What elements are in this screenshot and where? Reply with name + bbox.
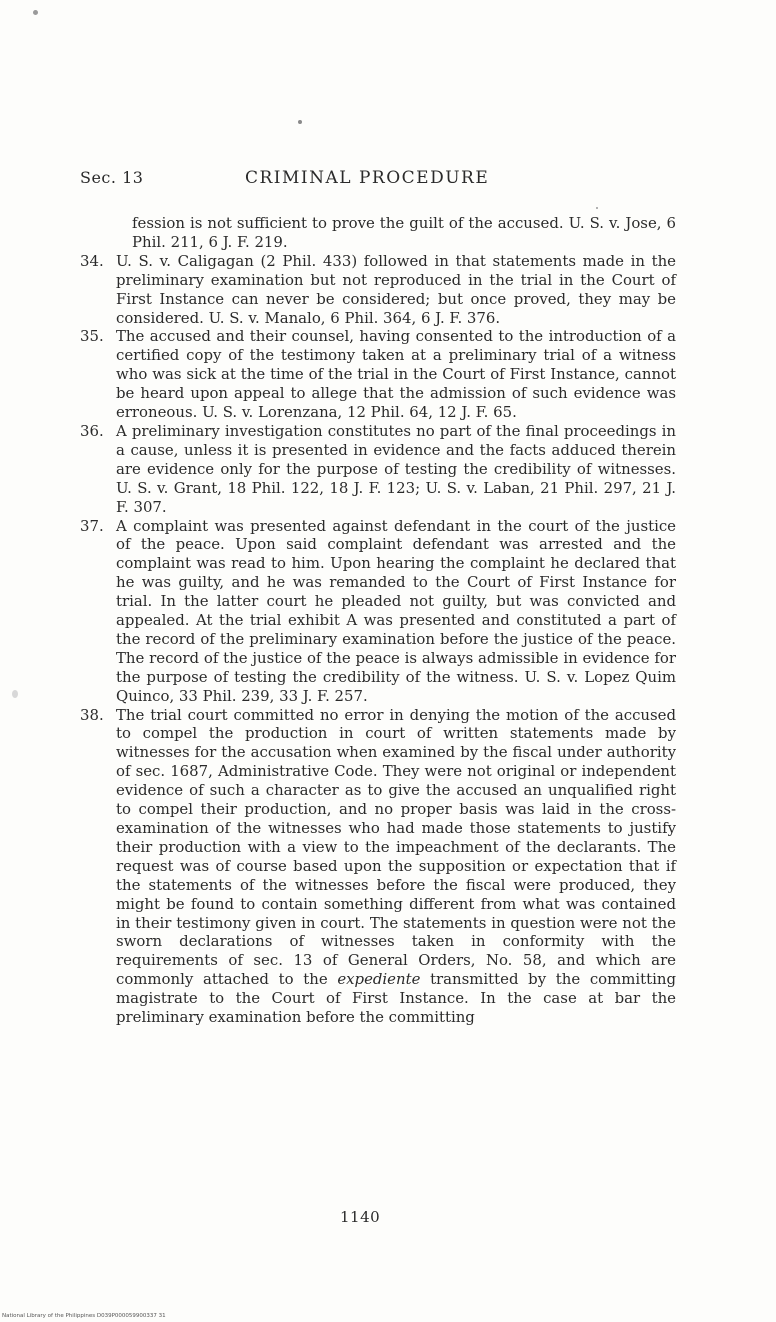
item-number: 36.: [80, 421, 104, 440]
list-item: [80, 517, 676, 706]
item-number: 34.: [80, 251, 104, 270]
item-number: 38.: [80, 705, 104, 724]
item-italic-term: expediente: [337, 970, 421, 989]
item-text: The accused and their counsel, having consented to the introduction of a certified copy of the testimony taken at a preliminary trial of a witness who was sick at the time of the trial in the Court of First Instance, cannot be heard upon appeal to allege that the admission of such evidence was erroneous. U. S. v. Lorenzana, 12 Phil. 64, 12 J. F. 65.: [116, 327, 676, 422]
scan-speck: [12, 690, 18, 698]
item-text: U. S. v. Caligagan (2 Phil. 433) followed in that statements made in the preliminary examination but not reproduced in the trial in the Court of First Instance can never be considered; but once proved, they may be considered. U. S. v. Manalo, 6 Phil. 364, 6 J. F. 376.: [116, 251, 676, 327]
item-text: A complaint was presented against defendant in the court of the justice of the peace. Upon said complaint defendant was arrested and the complaint was read to him. Upon hearing the complaint he declared that he was guilty, and he was remanded to the Court of First Instance for trial. In the latter court he pleaded not guilty, but was convicted and appealed. At the trial exhibit A was presented and constituted a part of the record of the preliminary examination before the justice of the peace. The record of the justice of the peace is always admissible in evidence for the purpose of testing the credibility of the witness. U. S. v. Lopez Quim Quinco, 33 Phil. 239, 33 J. F. 257.: [116, 516, 676, 705]
page-number: 1140: [340, 1208, 381, 1226]
scan-speck: [298, 120, 302, 124]
scan-speck: [33, 10, 38, 15]
item-text-continued: transmitted by the committing magistrate to the Court of First Instance. In the case at bar the preliminary examination before the committing: [116, 970, 677, 1027]
list-item: [80, 706, 676, 1027]
list-item: [80, 252, 676, 328]
item-number: 37.: [80, 516, 104, 535]
running-header: [80, 168, 680, 190]
footer-watermark: National Library of the Philippines D039P000059900337 31: [2, 1313, 166, 1319]
item-text: The trial court committed no error in denying the motion of the accused to compel the production in court of written statements made by witnesses for the accusation when examined by the fiscal under authority of sec. 1687, Administrative Code. They were not original or independent evidence of such a character as to give the accused an unqualified right to compel their production, and no proper basis was laid in the cross-examination of the witnesses who had made those statements to justify their production with a view to the impeachment of the declarants. The request was of course based upon the supposition or expectation that if the statements of the witnesses before the fiscal were produced, they might be found to contain something different from what was contained in their testimony given in court. The statements in question were not the sworn declarations of witnesses taken in conformity with the requirements of sec. 13 of General Orders, No. 58, and which are commonly attached to the: [116, 705, 676, 989]
item-number: 35.: [80, 327, 104, 346]
list-item: [80, 422, 676, 517]
page-title: CRIMINAL PROCEDURE: [245, 168, 490, 188]
body-text: [80, 214, 676, 1027]
continuation-paragraph: fession is not sufficient to prove the guilt of the accused. U. S. v. Jose, 6 Phil. 211, 6 J. F. 219.: [132, 214, 676, 251]
list-item: [80, 327, 676, 422]
section-label: Sec. 13: [80, 168, 144, 187]
item-text: A preliminary investigation constitutes no part of the final proceedings in a cause, unless it is presented in evidence and the facts adduced therein are evidence only for the purpose of testing the credibility of witnesses. U. S. v. Grant, 18 Phil. 122, 18 J. F. 123; U. S. v. Laban, 21 Phil. 297, 21 J. F. 307.: [116, 421, 676, 516]
scan-speck: [596, 207, 598, 209]
